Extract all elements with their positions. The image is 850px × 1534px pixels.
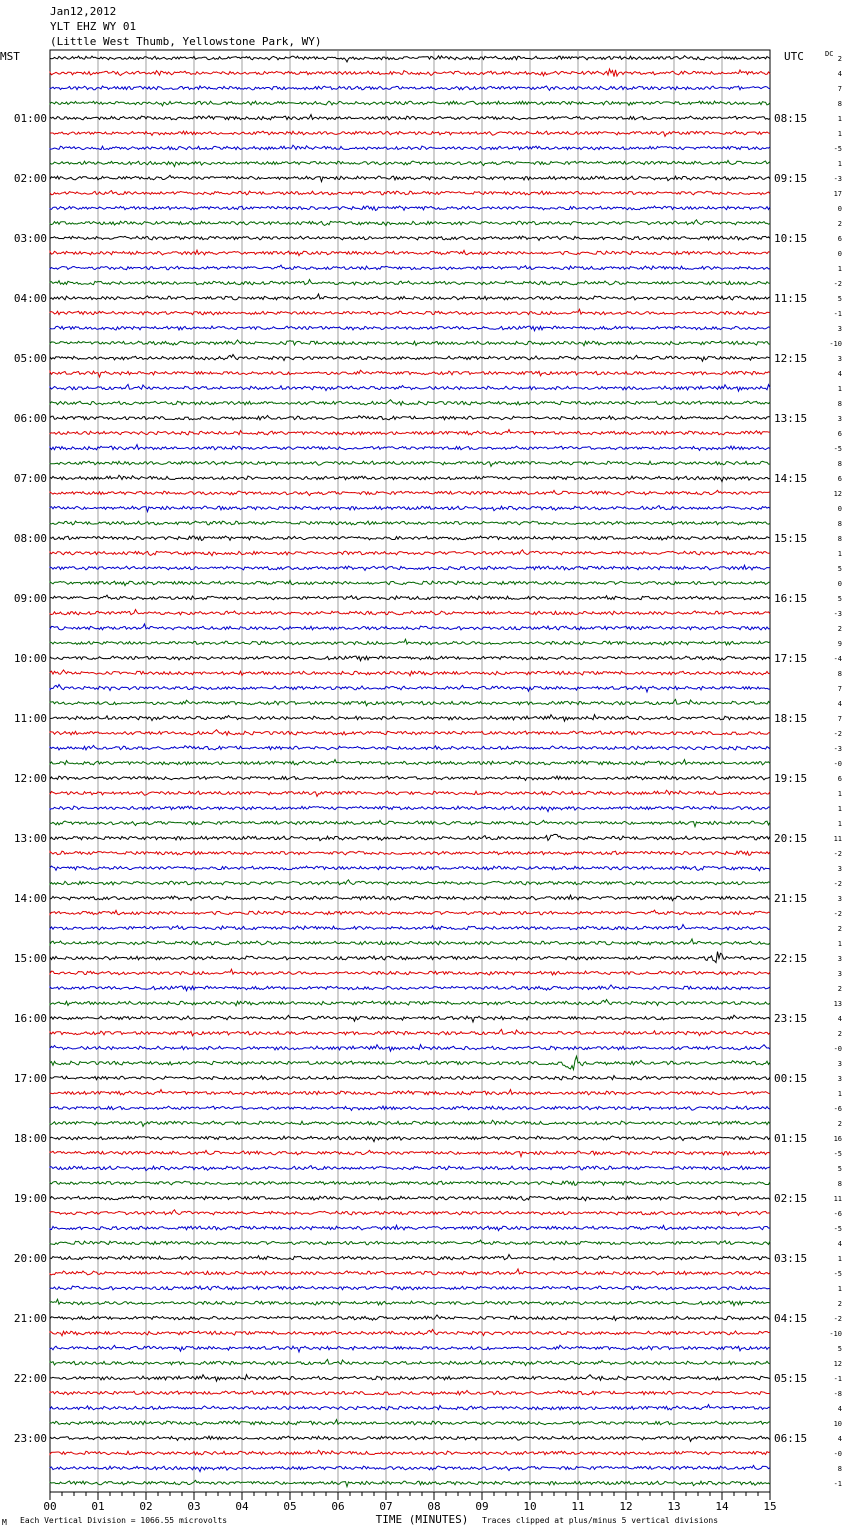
x-tick-label: 05 [283,1500,297,1513]
seismic-trace [50,475,770,481]
seismic-trace [50,639,770,645]
seismic-trace [50,265,770,270]
dc-offset-label: 1 [837,805,842,813]
seismic-trace [50,340,770,346]
dc-offset-label: 5 [837,1345,842,1353]
dc-offset-label: -5 [833,1270,842,1278]
dc-offset-label: 2 [837,925,842,933]
seismic-trace [50,175,770,181]
seismic-trace [50,595,770,600]
seismic-trace [50,1286,770,1290]
dc-offset-label: 12 [833,1360,842,1368]
hour-label-utc: 10:15 [774,232,808,245]
location-label: (Little West Thumb, Yellowstone Park, WY) [50,35,322,48]
dc-offset-label: 12 [833,490,842,498]
dc-offset-label: 0 [837,205,842,213]
dc-offset-label: 2 [837,625,842,633]
seismic-trace [50,1166,770,1171]
dc-offset-label: 16 [833,1135,842,1143]
seismic-trace [50,294,770,300]
seismic-trace [50,430,770,435]
seismic-trace [50,670,770,676]
dc-offset-label: 7 [837,715,842,723]
dc-offset-label: 3 [837,415,842,423]
dc-offset-label: 6 [837,430,842,438]
x-tick-label: 10 [523,1500,537,1513]
dc-offset-label: 8 [837,1465,842,1473]
seismic-trace [50,699,770,705]
seismic-trace [50,115,770,120]
hour-label-utc: 16:15 [774,592,808,605]
dc-offset-label: 5 [837,565,842,573]
seismic-trace [50,656,770,661]
seismic-trace [50,1181,770,1185]
dc-offset-label: -2 [833,280,842,288]
seismic-trace [50,1150,770,1156]
seismic-trace [50,1450,770,1455]
dc-offset-label: 3 [837,955,842,963]
seismic-trace [50,939,770,945]
hour-label-mst: 13:00 [13,832,47,845]
x-tick-label: 08 [427,1500,441,1513]
x-tick-label: 09 [475,1500,489,1513]
x-tick-label: 02 [139,1500,153,1513]
seismic-trace [50,145,770,150]
x-tick-label: 12 [619,1500,633,1513]
dc-offset-label: -3 [833,610,842,618]
seismic-trace [50,624,770,630]
hour-label-mst: 17:00 [13,1072,47,1085]
dc-offset-label: 1 [837,265,842,273]
hour-label-utc: 06:15 [774,1432,808,1445]
hour-label-utc: 08:15 [774,112,808,125]
dc-offset-label: -0 [833,760,842,768]
dc-offset-label: 5 [837,1165,842,1173]
hour-label-utc: 17:15 [774,652,808,665]
plot-frame [50,50,770,1492]
dc-offset-label: -2 [833,910,842,918]
seismic-trace [50,355,770,362]
seismic-trace [50,400,770,406]
x-tick-label: 15 [763,1500,777,1513]
dc-offset-label: 3 [837,1060,842,1068]
hour-label-utc: 02:15 [774,1192,808,1205]
dc-offset-label: 3 [837,325,842,333]
dc-offset-label: -2 [833,1315,842,1323]
seismic-trace [50,1359,770,1365]
dc-offset-label: 8 [837,400,842,408]
dc-offset-label: -1 [833,310,842,318]
dc-offset-label: 4 [837,1435,842,1443]
seismic-trace [50,895,770,900]
hour-label-mst: 02:00 [13,172,47,185]
seismic-trace [50,191,770,195]
dc-offset-label: -5 [833,1225,842,1233]
seismic-trace [50,925,770,930]
dc-offset-label: 1 [837,160,842,168]
dc-offset-label: 0 [837,505,842,513]
seismic-trace [50,985,770,991]
hour-label-mst: 18:00 [13,1132,47,1145]
seismic-trace [50,384,770,391]
dc-offset-label: -3 [833,175,842,183]
hour-label-utc: 05:15 [774,1372,808,1385]
dc-offset-label: -0 [833,1450,842,1458]
seismic-trace [50,685,770,693]
seismic-trace [50,790,770,796]
hour-label-mst: 09:00 [13,592,47,605]
hour-label-utc: 12:15 [774,352,808,365]
hour-label-mst: 05:00 [13,352,47,365]
hour-label-mst: 21:00 [13,1312,47,1325]
x-tick-label: 01 [91,1500,105,1513]
seismic-trace [50,1225,770,1230]
clip-note: Traces clipped at plus/minus 5 vertical divisions [482,1516,719,1525]
seismic-trace [50,1405,770,1410]
seismic-trace [50,326,770,331]
dc-offset-label: -1 [833,1375,842,1383]
dc-offset-label: 2 [837,1030,842,1038]
dc-offset-label: 5 [837,295,842,303]
seismic-trace [50,1299,770,1306]
dc-offset-label: 1 [837,1090,842,1098]
dc-offset-label: 4 [837,1015,842,1023]
x-axis-title: TIME (MINUTES) [375,1513,469,1526]
hour-label-mst: 10:00 [13,652,47,665]
seismic-trace [50,1269,770,1275]
seismic-trace [50,56,770,62]
seismic-trace [50,1210,770,1216]
seismic-trace [50,776,770,780]
dc-offset-label: 1 [837,790,842,798]
x-tick-label: 13 [667,1500,681,1513]
seismic-trace [50,1106,770,1110]
hour-label-mst: 06:00 [13,412,47,425]
dc-offset-label: 3 [837,1075,842,1083]
seismic-trace [50,1480,770,1486]
seismic-trace [50,1391,770,1395]
dc-offset-label: -6 [833,1105,842,1113]
grid [50,50,770,1492]
dc-offset-label: -3 [833,745,842,753]
seismic-trace [50,506,770,512]
dc-offset-label: 8 [837,535,842,543]
seismic-trace [50,1015,770,1022]
hour-label-mst: 20:00 [13,1252,47,1265]
hour-label-mst: 23:00 [13,1432,47,1445]
seismic-trace [50,1465,770,1471]
hour-label-mst: 22:00 [13,1372,47,1385]
dc-offset-label: 11 [833,835,842,843]
dc-offset-label: 7 [837,685,842,693]
hour-label-utc: 20:15 [774,832,808,845]
dc-offset-label: 0 [837,580,842,588]
hour-label-utc: 09:15 [774,172,808,185]
dc-offset-label: 10 [833,1420,842,1428]
dc-offset-label: 1 [837,1255,842,1263]
hour-label-mst: 11:00 [13,712,47,725]
utc-label: UTC [784,50,804,63]
x-tick-label: 04 [235,1500,249,1513]
seismic-trace [50,580,770,585]
dc-offset-label: 6 [837,475,842,483]
hour-label-utc: 21:15 [774,892,808,905]
seismic-trace [50,416,770,420]
hour-label-mst: 19:00 [13,1192,47,1205]
dc-offset-label: 4 [837,1405,842,1413]
dc-offset-label: -4 [833,655,842,663]
hour-label-mst: 15:00 [13,952,47,965]
x-tick-label: 11 [571,1500,585,1513]
seismic-trace [50,969,770,975]
seismic-trace [50,309,770,315]
dc-offset-label: 6 [837,775,842,783]
hour-label-mst: 12:00 [13,772,47,785]
seismic-trace [50,565,770,570]
seismic-trace [50,834,770,840]
dc-offset-label: 6 [837,235,842,243]
dc-offset-label: 1 [837,820,842,828]
seismic-trace [50,370,770,377]
dc-offset-label: 1 [837,940,842,948]
seismic-trace [50,1420,770,1425]
seismic-trace [50,1240,770,1245]
hour-label-utc: 19:15 [774,772,808,785]
seismic-trace [50,1315,770,1321]
hour-label-utc: 14:15 [774,472,808,485]
hour-label-mst: 04:00 [13,292,47,305]
dc-offset-label: 8 [837,520,842,528]
seismic-trace [50,1045,770,1052]
dc-offset-label: -5 [833,1150,842,1158]
dc-offset-label: 8 [837,1180,842,1188]
dc-offset-label: -2 [833,730,842,738]
seismic-trace [50,1090,770,1095]
dc-offset-label: 17 [833,190,842,198]
seismic-trace [50,910,770,915]
hour-label-utc: 15:15 [774,532,808,545]
dc-offset-label: -1 [833,1480,842,1488]
dc-offset-label: 0 [837,250,842,258]
hour-label-mst: 08:00 [13,532,47,545]
hour-label-utc: 00:15 [774,1072,808,1085]
dc-offset-label: 3 [837,895,842,903]
hour-label-utc: 03:15 [774,1252,808,1265]
seismic-trace [50,730,770,736]
seismic-trace [50,866,770,871]
seismic-trace [50,536,770,540]
dc-offset-label: 9 [837,640,842,648]
seismic-trace [50,1436,770,1441]
seismic-trace [50,521,770,525]
seismic-trace [50,550,770,556]
mst-label: MST [0,50,20,63]
station-label: YLT EHZ WY 01 [50,20,137,33]
seismic-trace [50,445,770,451]
trace-group [50,56,770,1487]
seismic-trace [50,1375,770,1382]
hour-label-utc: 11:15 [774,292,808,305]
seismic-trace [50,1136,770,1142]
dc-offset-label: 2 [837,985,842,993]
dc-offset-label: 8 [837,100,842,108]
seismic-trace [50,851,770,855]
dc-offset-label: 1 [837,130,842,138]
seismic-trace [50,1120,770,1126]
dc-offset-label: 4 [837,1240,842,1248]
seismic-trace [50,1000,770,1006]
hour-label-utc: 23:15 [774,1012,808,1025]
dc-offset-label: 2 [837,1120,842,1128]
seismic-trace [50,1330,770,1336]
dc-offset-label: -2 [833,880,842,888]
seismic-trace [50,461,770,466]
hour-label-utc: 13:15 [774,412,808,425]
dc-offset-label: 8 [837,460,842,468]
dc-offset-label: 3 [837,355,842,363]
dc-offset-label: 2 [837,220,842,228]
dc-offset-label: -8 [833,1390,842,1398]
seismic-trace [50,1076,770,1080]
seismic-trace [50,490,770,495]
dc-offset-label: 4 [837,370,842,378]
seismic-trace [50,250,770,255]
date-label: Jan12,2012 [50,5,117,18]
dc-header: DC [825,50,834,58]
corner-mark: M [2,1518,7,1527]
dc-offset-label: 1 [837,115,842,123]
dc-offset-label: 2 [837,1300,842,1308]
hour-label-utc: 18:15 [774,712,808,725]
seismic-trace [50,760,770,765]
seismic-trace [50,86,770,91]
dc-offset-label: 3 [837,970,842,978]
dc-offset-label: -5 [833,145,842,153]
dc-offset-label: 8 [837,670,842,678]
seismic-trace [50,280,770,285]
dc-offset-label: 1 [837,1285,842,1293]
dc-offset-label: -6 [833,1210,842,1218]
dc-offset-label: 13 [833,1000,842,1008]
seismic-trace [50,220,770,226]
seismic-trace [50,746,770,750]
dc-offset-label: 7 [837,85,842,93]
hour-label-utc: 22:15 [774,952,808,965]
seismic-trace [50,206,770,210]
dc-offset-label: -5 [833,445,842,453]
hour-label-mst: 14:00 [13,892,47,905]
dc-offset-label: -0 [833,1045,842,1053]
x-tick-label: 06 [331,1500,345,1513]
dc-offset-label: 3 [837,865,842,873]
seismic-trace [50,1056,770,1069]
seismic-trace [50,1255,770,1260]
dc-offset-label: 1 [837,550,842,558]
hour-label-mst: 16:00 [13,1012,47,1025]
dc-offset-label: -2 [833,850,842,858]
dc-offset-label: 2 [837,55,842,63]
hour-label-mst: 01:00 [13,112,47,125]
seismic-trace [50,101,770,106]
x-tick-label: 07 [379,1500,393,1513]
seismic-trace [50,236,770,240]
dc-offset-label: 1 [837,385,842,393]
x-tick-label: 03 [187,1500,201,1513]
seismic-trace [50,715,770,722]
dc-offset-label: -10 [829,340,842,348]
hour-label-mst: 03:00 [13,232,47,245]
hour-label-utc: 01:15 [774,1132,808,1145]
seismic-trace [50,1196,770,1201]
dc-offset-label: 4 [837,700,842,708]
seismic-trace [50,1345,770,1352]
seismic-trace [50,131,770,136]
x-tick-label: 00 [43,1500,57,1513]
seismic-trace [50,160,770,166]
hour-label-utc: 04:15 [774,1312,808,1325]
seismic-trace [50,952,770,963]
dc-offset-label: 5 [837,595,842,603]
seismic-trace [50,69,770,77]
dc-offset-label: -10 [829,1330,842,1338]
x-tick-label: 14 [715,1500,729,1513]
dc-offset-label: 11 [833,1195,842,1203]
seismic-trace [50,1029,770,1035]
seismic-trace [50,820,770,826]
seismic-trace [50,610,770,615]
dc-offset-label: 4 [837,70,842,78]
seismic-trace [50,806,770,812]
scale-note: Each Vertical Division = 1066.55 microvolts [20,1516,228,1525]
seismic-trace [50,880,770,885]
hour-label-mst: 07:00 [13,472,47,485]
